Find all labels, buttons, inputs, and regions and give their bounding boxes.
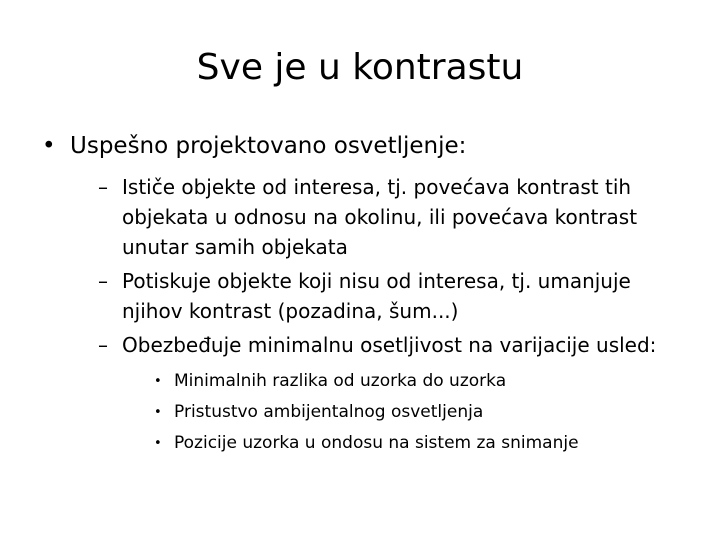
bullet-level3 bbox=[156, 397, 696, 428]
bullet-marker: • bbox=[154, 436, 162, 451]
dash-marker: – bbox=[98, 333, 108, 357]
bullet-text: Obezbeđuje minimalnu osetljivost na varijacije usled: bbox=[122, 333, 657, 357]
bullet-level2 bbox=[98, 330, 696, 360]
bullet-marker: • bbox=[42, 133, 56, 159]
bullet-level2 bbox=[98, 172, 696, 262]
slide-body bbox=[36, 130, 696, 459]
bullet-level2 bbox=[98, 266, 696, 326]
bullet-marker: • bbox=[154, 374, 162, 389]
bullet-text: Uspešno projektovano osvetljenje: bbox=[70, 133, 467, 159]
bullet-text: Minimalnih razlika od uzorka do uzorka bbox=[174, 371, 507, 391]
dash-marker: – bbox=[98, 269, 108, 293]
bullet-level3 bbox=[156, 428, 696, 459]
slide-title: Sve je u kontrastu bbox=[196, 47, 524, 88]
bullet-marker: • bbox=[154, 405, 162, 420]
dash-marker: – bbox=[98, 175, 108, 199]
bullet-text: Potiskuje objekte koji nisu od interesa, tj. umanjuje njihov kontrast (pozadina, šum...) bbox=[122, 269, 631, 323]
bullet-text: Pristustvo ambijentalnog osvetljenja bbox=[174, 402, 484, 422]
bullet-text: Pozicije uzorka u ondosu na sistem za snimanje bbox=[174, 433, 579, 453]
bullet-level1 bbox=[36, 130, 696, 162]
bullet-level3-list bbox=[36, 366, 696, 459]
bullet-text: Ističe objekte od interesa, tj. povećava kontrast tih objekata u odnosu na okolinu, ili povećava kontrast unutar samih objekata bbox=[122, 175, 638, 259]
bullet-level3 bbox=[156, 366, 696, 397]
